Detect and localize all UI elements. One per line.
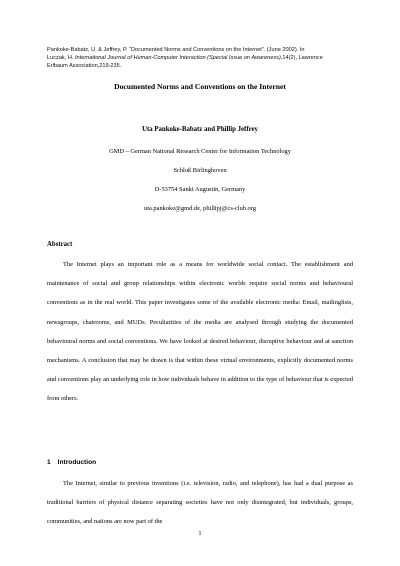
section-number: 1 xyxy=(47,459,51,466)
section-heading xyxy=(47,459,96,466)
section-title: Introduction xyxy=(57,459,97,466)
authors: Uta Pankoke-Babatz and Phillip Jeffrey xyxy=(142,126,258,133)
page-number: 1 xyxy=(198,530,202,537)
author-emails: uta.pankoke@gmd.de, phillipj@cs-club.org xyxy=(144,205,256,212)
citation-journal: International Journal of Human-Computer Interaction (Special Issue on Awareness) xyxy=(74,55,281,61)
citation-line-2 xyxy=(47,54,367,62)
affiliation-org: GMD – German National Research Center for Information Technology xyxy=(109,148,291,155)
citation-line-1: Pankoke-Babatz, U. & Jeffrey, P. “Documented Norms and Conventions on the Internet”. (June 2002). In xyxy=(47,47,305,53)
abstract-heading: Abstract xyxy=(47,241,73,248)
citation-line-3: Erlbaum Association,219-235. xyxy=(47,63,122,69)
affiliation-city: D-53754 Sankt Augustin, Germany xyxy=(154,186,246,193)
citation-line-2-plain: Luczak, H. xyxy=(47,55,75,61)
introduction-text: The Internet, similar to previous inventions (i.e. television, radio, and telephone), has had a dual purpose as traditional barriers of physical distance separating societies have not only disintegrated, but individuals, groups, communities, and nations are now part of the xyxy=(47,480,353,526)
citation-line-2-end: ,14(2), Lawrence xyxy=(280,55,323,61)
abstract-text: The Internet plays an important role as a means for worldwide social contact. The establishment and maintenance of social and group relationships within electronic worlds require social norms and behavioural conventions as in the real world. This paper investigates some of the available electronic media: Email, mailinglists, newsgroups, chatrooms, and MUDs. Peculiarities of the media are analysed through studying the documented behavioural norms and social conventions. We have looked at desired behaviour, disruptive behaviour and at sanction mechanisms. A conclusion that may be drawn is that within these virtual environments, explicitly documented norms and conventions play an underlying role in how individuals behave in addition to the type of behaviour that is expected from others. xyxy=(47,261,353,403)
affiliation-place: Schloß Birlinghoven xyxy=(173,167,227,174)
citation-header xyxy=(47,46,367,70)
paper-title: Documented Norms and Conventions on the Internet xyxy=(114,82,286,91)
